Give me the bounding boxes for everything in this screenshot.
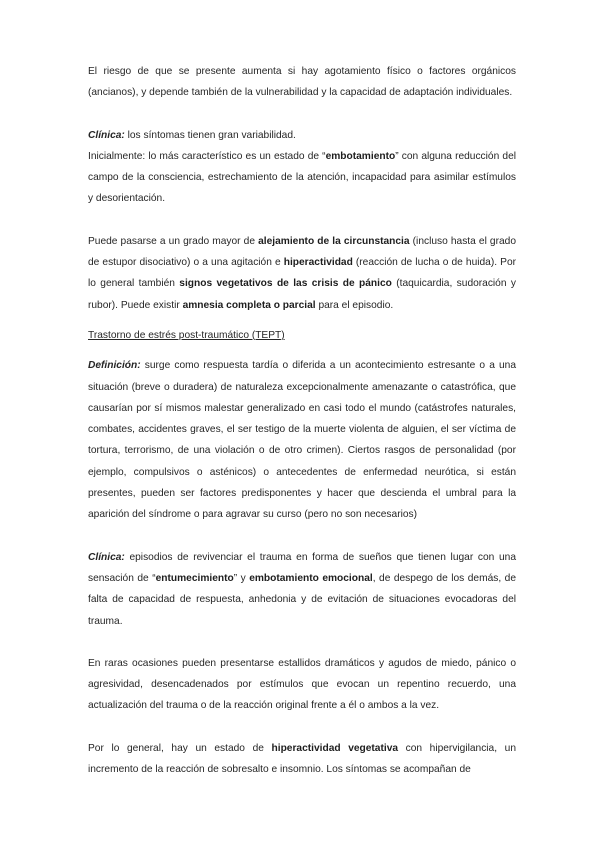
paragraph-risk-factors <box>88 61 516 104</box>
paragraph-text: episodios de revivenciar el trauma en forma de sueños que tienen lugar con una sensación de “ <box>88 551 516 584</box>
bold-term-entumecimiento: entumecimiento <box>155 572 234 584</box>
paragraph-definicion <box>88 355 516 525</box>
paragraph-text: Puede pasarse a un grado mayor de <box>88 235 259 247</box>
paragraph-text: En raras ocasiones pueden presentarse estallidos dramáticos y agudos de miedo, pánico o agresividad, desencadenados por estímulos que evocan un repentino recuerdo, una actualización del trauma o de la reacción original frente a él o ambos a la vez. <box>88 657 516 712</box>
section-heading-tept: Trastorno de estrés post-traumático (TEPT) <box>88 329 285 341</box>
paragraph-text: Por lo general, hay un estado de <box>88 742 272 754</box>
section-lead-clinica: Clínica: <box>88 129 125 141</box>
paragraph-text: El riesgo de que se presente aumenta si hay agotamiento físico o factores orgánicos (ancianos), y depende también de la vulnerabilidad y la capacidad de adaptación individuales. <box>88 66 516 99</box>
paragraph-text: para el episodio. <box>315 299 394 311</box>
bold-term-amnesia: amnesia completa o parcial <box>182 299 316 311</box>
paragraph-text: (taquicardia, sudoración y rubor). Puede existir <box>88 278 516 311</box>
bold-term-embotamiento: embotamiento <box>325 150 396 162</box>
paragraph-text: con hipervigilancia, un incremento de la reacción de sobresalto e insomnio. Los síntomas se acompañan de <box>88 742 516 776</box>
paragraph-text: surge como respuesta tardía o diferida a un acontecimiento estresante o a una situación (breve o duradera) de naturaleza excepcionalmente amenazante o catastrófica, que causarían por sí mismos malestar generalizado en casi todo el mundo (catástrofes naturales, combates, accidentes graves, el ser testigo de la muerte violenta de alguien, el ser víctima de tortura, terrorismo, de una violación o de otro crimen). Ciertos rasgos de personalidad (por ejemplo, compulsivos o asténicos) o antecedentes de enfermedad neurótica, si están presentes, pueden ser factores predisponentes y hacer que descienda el umbral para la aparición del síndrome o para agravar su curso (pero no son necesarios) <box>88 360 516 521</box>
paragraph-text: (reacción de lucha o de huida). Por lo general también <box>88 257 516 290</box>
paragraph-estallidos <box>88 653 516 717</box>
paragraph-clinica-intro <box>88 125 516 146</box>
section-lead-definicion: Definición: <box>88 360 141 372</box>
bold-term-embotamiento-emocional: embotamiento emocional <box>249 572 373 584</box>
paragraph-text: ” con alguna reducción del campo de la consciencia, estrechamiento de la atención, incapacidad para asimilar estímulos y desorientación. <box>88 150 516 205</box>
bold-term-hiperactividad: hiperactividad <box>283 257 353 269</box>
paragraph-text: (incluso hasta el grado de estupor disociativo) o a una agitación e <box>88 235 516 269</box>
bold-term-signos-vegetativos: signos vegetativos de las crisis de pánico <box>179 278 392 290</box>
paragraph-text: , de despego de los demás, de falta de capacidad de respuesta, anhedonia y de evitación de situaciones evocadoras del trauma. <box>88 572 517 627</box>
paragraph-text: Inicialmente: lo más característico es un estado de “ <box>88 150 326 162</box>
paragraph-hiperactividad-vegetativa <box>88 738 516 781</box>
bold-term-alejamiento: alejamiento de la circunstancia <box>258 235 410 247</box>
paragraph-initial-state <box>88 146 516 210</box>
paragraph-text: los síntomas tienen gran variabilidad. <box>124 129 296 141</box>
paragraph-clinica-tept <box>88 547 516 632</box>
section-lead-clinica: Clínica: <box>88 551 125 563</box>
paragraph-text: ” y <box>233 572 250 584</box>
paragraph-progression <box>88 231 516 316</box>
bold-term-hiperactividad-vegetativa: hiperactividad vegetativa <box>271 742 399 754</box>
